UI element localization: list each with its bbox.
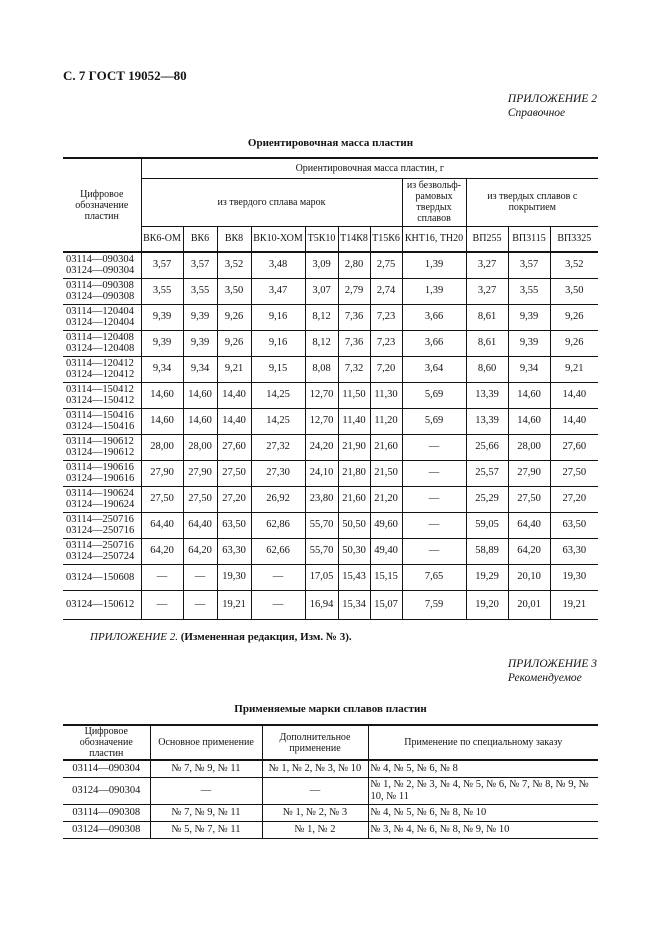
mass-value: 27,20 <box>217 486 251 512</box>
appendix-3-subtitle: Рекомендуемое <box>507 672 582 684</box>
plate-code: 03124—120408 <box>66 343 135 354</box>
mass-value: 5,69 <box>402 408 466 434</box>
appendix-2-subtitle: Справочное <box>507 107 566 119</box>
plate-code-cell <box>63 564 141 590</box>
alloy-list: № 3, № 4, № 6, № 8, № 9, № 10 <box>368 822 598 839</box>
column-header: Т5К10 <box>305 226 338 252</box>
mass-value: 9,16 <box>251 304 305 330</box>
mass-value: 3,55 <box>508 278 550 304</box>
mass-value: 64,40 <box>508 512 550 538</box>
table-row <box>63 304 598 330</box>
mass-value: 14,40 <box>217 408 251 434</box>
mass-value: 21,90 <box>338 434 370 460</box>
column-header: Дополнительное применение <box>262 725 368 760</box>
mass-value: 8,60 <box>466 356 508 382</box>
group-hard-alloy: из твердого сплава марок <box>141 178 402 226</box>
note-amendment: (Измененная редакция, Изм. № 3). <box>180 631 352 643</box>
table-row <box>63 564 598 590</box>
mass-value: 27,90 <box>141 460 183 486</box>
mass-value: 27,90 <box>508 460 550 486</box>
mass-value: 19,21 <box>217 590 251 619</box>
mass-value: 14,40 <box>550 382 598 408</box>
mass-value: 24,20 <box>305 434 338 460</box>
alloy-list: № 1, № 2, № 3, № 4, № 5, № 6, № 7, № 8, № 9, № 10, № 11 <box>368 778 598 805</box>
plate-code-cell <box>63 304 141 330</box>
plate-code: 03114—250716 <box>66 540 134 551</box>
mass-value: 64,20 <box>141 538 183 564</box>
table-row <box>63 434 598 460</box>
mass-value: 9,39 <box>141 304 183 330</box>
mass-value: 27,50 <box>550 460 598 486</box>
mass-value: 49,60 <box>370 512 402 538</box>
mass-value: 27,50 <box>183 486 217 512</box>
mass-value: 21,50 <box>370 460 402 486</box>
alloy-list: — <box>150 778 262 805</box>
mass-value: 23,80 <box>305 486 338 512</box>
mass-value: 17,05 <box>305 564 338 590</box>
alloy-list: — <box>262 778 368 805</box>
mass-value: 3,48 <box>251 252 305 278</box>
plate-code: 03114—120404 <box>66 306 134 317</box>
column-header: ВК10-ХОМ <box>251 226 305 252</box>
mass-value: 3,47 <box>251 278 305 304</box>
mass-value: 8,61 <box>466 330 508 356</box>
mass-value: 15,15 <box>370 564 402 590</box>
mass-value: 2,80 <box>338 252 370 278</box>
plate-code-cell <box>63 356 141 382</box>
mass-value: 14,40 <box>217 382 251 408</box>
mass-value: 2,75 <box>370 252 402 278</box>
plate-code: 03124—150608 <box>66 571 135 583</box>
group-tungsten-free: из безвольф-рамовых твердых сплавов <box>402 178 466 226</box>
plate-code: 03124—150612 <box>66 599 135 610</box>
mass-value: 8,08 <box>305 356 338 382</box>
plate-code: 03124—150416 <box>66 421 135 432</box>
mass-value: 27,60 <box>550 434 598 460</box>
mass-value: 9,34 <box>183 356 217 382</box>
mass-value: 14,60 <box>141 382 183 408</box>
mass-value: 12,70 <box>305 408 338 434</box>
table-row <box>63 512 598 538</box>
plate-code: 03124—090304 <box>66 265 135 277</box>
mass-value: 64,20 <box>183 538 217 564</box>
mass-value: 27,50 <box>141 486 183 512</box>
alloy-list: № 1, № 2, № 3 <box>262 805 368 822</box>
plate-code-cell <box>63 460 141 486</box>
appendix-2-title: ПРИЛОЖЕНИЕ 2 <box>507 93 597 105</box>
mass-value: 2,79 <box>338 278 370 304</box>
table-row <box>63 278 598 304</box>
mass-value: — <box>251 590 305 619</box>
mass-value: 50,30 <box>338 538 370 564</box>
mass-value: 27,30 <box>251 460 305 486</box>
mass-value: 9,39 <box>141 330 183 356</box>
plate-code: 03114—090308 <box>66 280 134 291</box>
mass-value: 9,26 <box>550 330 598 356</box>
alloy-list: № 1, № 2 <box>262 822 368 839</box>
mass-value: 27,50 <box>217 460 251 486</box>
plate-code-cell <box>63 486 141 512</box>
mass-value: 63,50 <box>550 512 598 538</box>
plate-code-cell <box>63 278 141 304</box>
mass-value: 3,55 <box>183 278 217 304</box>
mass-value: — <box>141 590 183 619</box>
plate-code-cell <box>63 408 141 434</box>
mass-value: 9,34 <box>508 356 550 382</box>
plate-code: 03124—190612 <box>66 447 135 458</box>
mass-value: 21,60 <box>338 486 370 512</box>
mass-value: 7,65 <box>402 564 466 590</box>
mass-value: 62,86 <box>251 512 305 538</box>
mass-value: — <box>251 564 305 590</box>
table-row <box>63 760 598 778</box>
mass-value: 9,26 <box>217 330 251 356</box>
mass-value: 13,39 <box>466 408 508 434</box>
mass-value: — <box>402 512 466 538</box>
plate-code: 03114—090304 <box>66 254 134 266</box>
mass-value: 11,30 <box>370 382 402 408</box>
table-row <box>63 538 598 564</box>
mass-value: 19,30 <box>217 564 251 590</box>
mass-value: 25,66 <box>466 434 508 460</box>
mass-value: 55,70 <box>305 538 338 564</box>
mass-value: 9,16 <box>251 330 305 356</box>
column-header: ВК6 <box>183 226 217 252</box>
column-header: ВК6-ОМ <box>141 226 183 252</box>
mass-value: 8,12 <box>305 330 338 356</box>
plate-code: 03114—190624 <box>66 488 134 499</box>
mass-value: 1,39 <box>402 278 466 304</box>
mass-value: 49,40 <box>370 538 402 564</box>
mass-value: 14,60 <box>508 382 550 408</box>
mass-value: 9,26 <box>217 304 251 330</box>
alloy-list: № 4, № 5, № 6, № 8 <box>368 760 598 778</box>
mass-value: 27,90 <box>183 460 217 486</box>
mass-value: — <box>402 460 466 486</box>
table-row <box>63 590 598 619</box>
plate-code: 03114—150416 <box>66 410 134 421</box>
table-row <box>63 356 598 382</box>
mass-value: 63,50 <box>217 512 251 538</box>
mass-value: 3,50 <box>217 278 251 304</box>
mass-value: 9,15 <box>251 356 305 382</box>
plate-code: 03114—120408 <box>66 332 134 343</box>
mass-value: 27,50 <box>508 486 550 512</box>
table-row <box>63 252 598 278</box>
mass-value: 26,92 <box>251 486 305 512</box>
mass-value: 7,32 <box>338 356 370 382</box>
appendix-3-label <box>508 657 597 685</box>
note-appendix-ref: ПРИЛОЖЕНИЕ 2. <box>90 631 178 643</box>
mass-value: 2,74 <box>370 278 402 304</box>
mass-value: — <box>402 486 466 512</box>
mass-value: 15,43 <box>338 564 370 590</box>
mass-value: 7,23 <box>370 330 402 356</box>
mass-value: 50,50 <box>338 512 370 538</box>
mass-value: 19,30 <box>550 564 598 590</box>
mass-value: — <box>402 434 466 460</box>
mass-value: 55,70 <box>305 512 338 538</box>
plate-code: 03124—250724 <box>66 551 135 562</box>
mass-value: 64,40 <box>141 512 183 538</box>
mass-value: 20,10 <box>508 564 550 590</box>
mass-value: 3,57 <box>508 252 550 278</box>
mass-value: 20,01 <box>508 590 550 619</box>
mass-value: 64,40 <box>183 512 217 538</box>
plate-code: 03124—250716 <box>66 525 135 536</box>
mass-value: 7,20 <box>370 356 402 382</box>
mass-value: 3,55 <box>141 278 183 304</box>
mass-value: 8,61 <box>466 304 508 330</box>
mass-value: 25,57 <box>466 460 508 486</box>
mass-value: 14,25 <box>251 408 305 434</box>
column-header: Т15К6 <box>370 226 402 252</box>
mass-value: 11,20 <box>370 408 402 434</box>
plate-code: 03114—090308 <box>63 805 150 822</box>
amendment-note <box>90 631 352 643</box>
mass-value: 19,29 <box>466 564 508 590</box>
column-header: КНТ16, ТН20 <box>402 226 466 252</box>
mass-value: 9,39 <box>508 330 550 356</box>
alloy-list: № 7, № 9, № 11 <box>150 760 262 778</box>
mass-value: 58,89 <box>466 538 508 564</box>
plate-code: 03124—190624 <box>66 499 135 510</box>
plate-code-cell <box>63 434 141 460</box>
mass-value: 3,64 <box>402 356 466 382</box>
plate-code-cell <box>63 382 141 408</box>
plate-code: 03114—250716 <box>66 514 134 525</box>
table-row <box>63 486 598 512</box>
mass-value: 19,21 <box>550 590 598 619</box>
plate-code: 03124—190616 <box>66 473 135 484</box>
mass-value: 9,39 <box>183 330 217 356</box>
mass-value: 9,39 <box>508 304 550 330</box>
mass-value: 28,00 <box>508 434 550 460</box>
column-header: ВП3115 <box>508 226 550 252</box>
table-row <box>63 805 598 822</box>
alloy-list: № 7, № 9, № 11 <box>150 805 262 822</box>
mass-value: 14,60 <box>141 408 183 434</box>
mass-value: — <box>183 590 217 619</box>
mass-value: 64,20 <box>508 538 550 564</box>
mass-header: Ориентировочная масса пластин, г <box>141 158 598 178</box>
plate-code: 03124—090308 <box>66 291 135 302</box>
code-header: Цифровое обозначение пластин <box>75 188 129 222</box>
mass-value: 12,70 <box>305 382 338 408</box>
mass-value: 11,40 <box>338 408 370 434</box>
mass-value: 62,66 <box>251 538 305 564</box>
mass-value: 9,26 <box>550 304 598 330</box>
plate-code-cell <box>63 538 141 564</box>
mass-value: 3,66 <box>402 304 466 330</box>
mass-value: 1,39 <box>402 252 466 278</box>
mass-value: 7,36 <box>338 330 370 356</box>
mass-value: 15,34 <box>338 590 370 619</box>
plate-code-cell <box>63 590 141 619</box>
column-header: Основное применение <box>150 725 262 760</box>
mass-value: 3,27 <box>466 278 508 304</box>
mass-value: 9,34 <box>141 356 183 382</box>
page-header: С. 7 ГОСТ 19052—80 <box>63 68 187 83</box>
table-row <box>63 330 598 356</box>
table-row <box>63 460 598 486</box>
mass-value: 27,60 <box>217 434 251 460</box>
mass-value: 28,00 <box>141 434 183 460</box>
table-row <box>63 822 598 839</box>
mass-value: 27,20 <box>550 486 598 512</box>
table-row <box>63 408 598 434</box>
mass-value: 63,30 <box>217 538 251 564</box>
plate-code-cell <box>63 330 141 356</box>
mass-value: 15,07 <box>370 590 402 619</box>
mass-value: 3,57 <box>183 252 217 278</box>
mass-value: 16,94 <box>305 590 338 619</box>
mass-value: 63,30 <box>550 538 598 564</box>
plate-code: 03124—090308 <box>63 822 150 839</box>
column-header: Цифровое обозначение пластин <box>63 725 150 760</box>
mass-value: 21,20 <box>370 486 402 512</box>
appendix-2-label <box>508 92 597 120</box>
column-header: ВП255 <box>466 226 508 252</box>
column-header: Применение по специальному заказу <box>368 725 598 760</box>
mass-value: 3,57 <box>141 252 183 278</box>
plate-code: 03114—150412 <box>66 384 134 395</box>
table2-caption: Применяемые марки сплавов пластин <box>234 703 427 715</box>
table-row <box>63 778 598 805</box>
mass-value: 3,09 <box>305 252 338 278</box>
mass-value: 14,60 <box>183 408 217 434</box>
alloy-list: № 1, № 2, № 3, № 10 <box>262 760 368 778</box>
mass-value: 14,40 <box>550 408 598 434</box>
mass-value: 3,27 <box>466 252 508 278</box>
mass-value: 9,21 <box>550 356 598 382</box>
alloy-list: № 5, № 7, № 11 <box>150 822 262 839</box>
mass-value: — <box>141 564 183 590</box>
mass-value: — <box>402 538 466 564</box>
mass-value: 3,66 <box>402 330 466 356</box>
mass-value: 14,60 <box>508 408 550 434</box>
plate-code: 03124—150412 <box>66 395 135 406</box>
mass-value: 5,69 <box>402 382 466 408</box>
mass-value: 3,50 <box>550 278 598 304</box>
plate-code: 03124—090304 <box>63 778 150 805</box>
plate-code-cell <box>63 512 141 538</box>
mass-value: 3,52 <box>550 252 598 278</box>
mass-value: 13,39 <box>466 382 508 408</box>
table1-caption: Ориентировочная масса пластин <box>247 137 414 149</box>
plate-code: 03124—120412 <box>66 369 135 380</box>
mass-table <box>63 157 598 620</box>
mass-value: 27,32 <box>251 434 305 460</box>
mass-value: 19,20 <box>466 590 508 619</box>
mass-value: 7,36 <box>338 304 370 330</box>
mass-value: 28,00 <box>183 434 217 460</box>
group-coated: из твердых сплавов с покрытием <box>466 178 598 226</box>
appendix-3-title: ПРИЛОЖЕНИЕ 3 <box>507 658 597 670</box>
column-header: Т14К8 <box>338 226 370 252</box>
column-header: ВП3325 <box>550 226 598 252</box>
mass-value: — <box>183 564 217 590</box>
mass-value: 9,21 <box>217 356 251 382</box>
mass-value: 14,25 <box>251 382 305 408</box>
table-row <box>63 382 598 408</box>
mass-value: 9,39 <box>183 304 217 330</box>
plate-code: 03114—120412 <box>66 358 134 369</box>
mass-value: 25,29 <box>466 486 508 512</box>
mass-value: 7,59 <box>402 590 466 619</box>
mass-value: 3,52 <box>217 252 251 278</box>
column-header: ВК8 <box>217 226 251 252</box>
plate-code: 03124—120404 <box>66 317 135 328</box>
mass-value: 14,60 <box>183 382 217 408</box>
plate-code: 03114—190612 <box>66 436 134 447</box>
mass-value: 21,60 <box>370 434 402 460</box>
plate-code: 03114—190616 <box>66 462 134 473</box>
mass-value: 59,05 <box>466 512 508 538</box>
mass-value: 7,23 <box>370 304 402 330</box>
mass-value: 21,80 <box>338 460 370 486</box>
mass-value: 24,10 <box>305 460 338 486</box>
mass-value: 3,07 <box>305 278 338 304</box>
alloy-list: № 4, № 5, № 6, № 8, № 10 <box>368 805 598 822</box>
mass-value: 8,12 <box>305 304 338 330</box>
plate-code-cell <box>63 252 141 278</box>
plate-code: 03114—090304 <box>63 760 150 778</box>
alloy-table <box>63 724 598 839</box>
mass-value: 11,50 <box>338 382 370 408</box>
